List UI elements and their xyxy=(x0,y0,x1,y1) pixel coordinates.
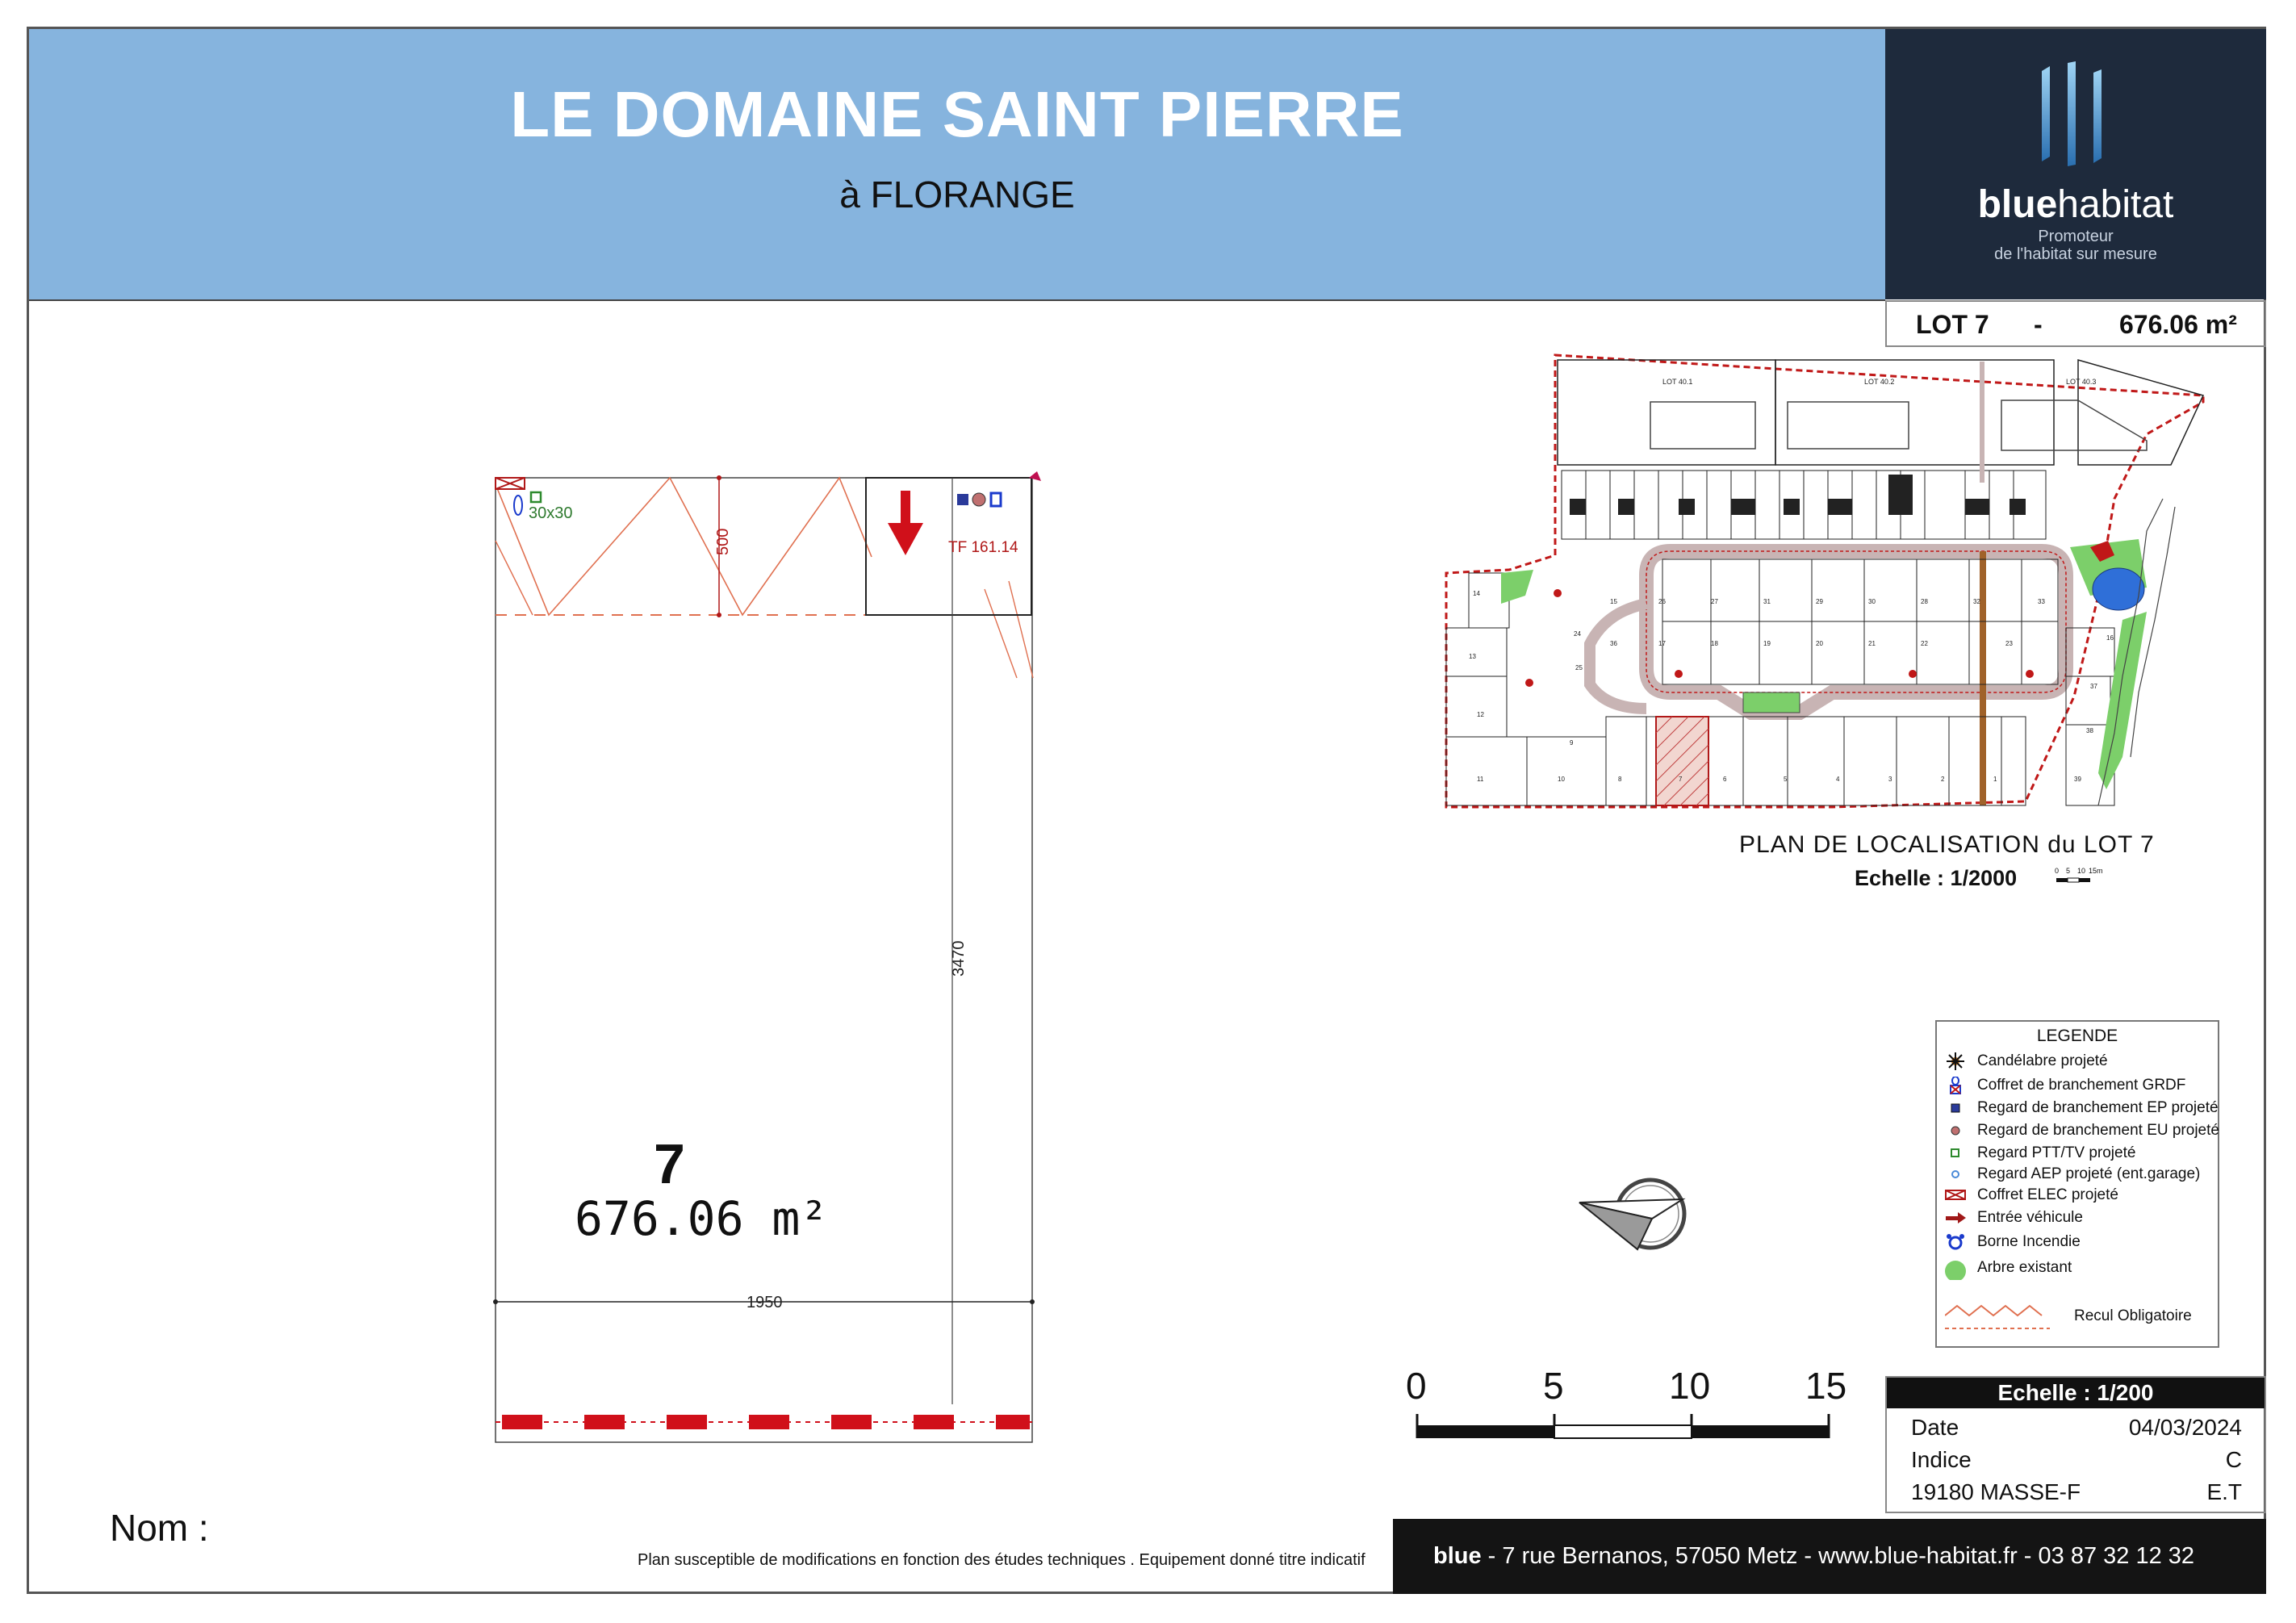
svg-text:14: 14 xyxy=(1473,590,1480,597)
svg-text:28: 28 xyxy=(1921,598,1928,605)
setback-zigzag xyxy=(496,478,872,615)
svg-text:38: 38 xyxy=(2086,727,2093,734)
svg-text:24: 24 xyxy=(1574,630,1581,638)
scale-tick-5: 5 xyxy=(1543,1365,1564,1407)
svg-text:15: 15 xyxy=(1610,598,1617,605)
setback-dimension: 500 xyxy=(714,528,732,555)
svg-text:22: 22 xyxy=(1921,640,1928,647)
svg-text:20: 20 xyxy=(1816,640,1823,647)
footer-contact-bar: blue - 7 rue Bernanos, 57050 Metz - www.blue-habitat.fr - 03 87 32 12 32 xyxy=(1393,1519,2266,1594)
svg-text:31: 31 xyxy=(1763,598,1771,605)
brand-name: bluehabitat xyxy=(1977,183,2174,226)
svg-text:13: 13 xyxy=(1469,653,1476,660)
page-title: LE DOMAINE SAINT PIERRE xyxy=(510,78,1404,150)
building-logo-icon xyxy=(2035,61,2116,174)
svg-text:6: 6 xyxy=(1723,776,1727,783)
svg-text:36: 36 xyxy=(1610,640,1617,647)
lot-summary-box xyxy=(1885,300,2266,347)
location-plan-scale: Echelle : 1/2000 xyxy=(1855,866,2018,890)
north-compass-icon xyxy=(1578,1169,1691,1262)
svg-text:19: 19 xyxy=(1763,640,1771,647)
tree-icon xyxy=(1945,1256,1966,1280)
svg-text:23: 23 xyxy=(2005,640,2013,647)
elec-box-icon xyxy=(496,478,525,489)
svg-text:5: 5 xyxy=(2066,867,2071,875)
mandatory-frontage-line xyxy=(502,1415,1030,1429)
lot-area-value: 676.06 m² xyxy=(2119,310,2237,339)
brand-logo-block xyxy=(1885,29,2266,299)
width-dimension: 1950 xyxy=(747,1294,783,1311)
svg-text:16: 16 xyxy=(2106,634,2114,642)
tf-label: TF 161.14 xyxy=(948,539,1018,556)
scale-tick-15: 15 xyxy=(1805,1365,1847,1407)
depth-dimension: 3470 xyxy=(950,940,968,977)
svg-text:3: 3 xyxy=(1888,776,1892,783)
svg-text:30: 30 xyxy=(1868,598,1876,605)
svg-text:33: 33 xyxy=(2038,598,2045,605)
elec-box-icon xyxy=(1945,1186,1966,1204)
location-plan-title: PLAN DE LOCALISATION du LOT 7 xyxy=(1739,831,2155,858)
svg-text:4: 4 xyxy=(1836,776,1840,783)
lot-40-3-label: LOT 40.3 xyxy=(2066,378,2097,386)
svg-text:0: 0 xyxy=(2055,867,2060,875)
svg-text:17: 17 xyxy=(1658,640,1666,647)
scale-tick-10: 10 xyxy=(1669,1365,1711,1407)
svg-text:2: 2 xyxy=(1941,776,1945,783)
header-banner xyxy=(29,29,1885,301)
eu-manhole-icon xyxy=(1945,1122,1966,1140)
svg-text:7: 7 xyxy=(1679,776,1683,783)
vehicle-entry-arrow-icon xyxy=(1945,1209,1966,1227)
svg-text:37: 37 xyxy=(2090,683,2097,690)
lot-number: 7 xyxy=(654,1132,685,1195)
indice-row: Indice C xyxy=(1911,1447,2242,1472)
svg-text:10: 10 xyxy=(2077,867,2086,875)
svg-text:29: 29 xyxy=(1816,598,1823,605)
svg-text:25: 25 xyxy=(1575,664,1583,671)
grdf-box-icon xyxy=(1945,1077,1966,1094)
vehicle-entry-arrow-icon xyxy=(888,491,923,555)
ptt-box-icon xyxy=(531,492,541,502)
svg-text:21: 21 xyxy=(1868,640,1876,647)
grdf-box-icon xyxy=(514,496,522,515)
name-field-label: Nom : xyxy=(110,1507,209,1549)
svg-text:26: 26 xyxy=(1658,598,1666,605)
disclaimer-text: Plan susceptible de modifications en fonction des études techniques . Equipement donné titre indicatif xyxy=(638,1551,1365,1569)
lot-7-highlight xyxy=(1656,717,1708,805)
reference-row: 19180 MASSE-F E.T xyxy=(1911,1479,2242,1504)
svg-text:32: 32 xyxy=(1973,598,1980,605)
drawing-scale: Echelle : 1/200 xyxy=(1887,1378,2265,1408)
location-plan-map xyxy=(1445,353,2219,818)
lot-dash: - xyxy=(2034,310,2043,339)
svg-text:15m: 15m xyxy=(2089,867,2103,875)
network-boxes-icon xyxy=(957,493,1001,506)
scale-tick-0: 0 xyxy=(1406,1365,1427,1407)
svg-text:39: 39 xyxy=(2074,776,2081,783)
legend-title: LEGENDE xyxy=(2036,1027,2118,1045)
lot-40-1-label: LOT 40.1 xyxy=(1662,378,1693,386)
svg-text:12: 12 xyxy=(1477,711,1484,718)
mini-scale-bar xyxy=(2051,864,2108,893)
candelabra-icon xyxy=(1945,1052,1966,1070)
fire-hydrant-icon xyxy=(1945,1233,1966,1251)
lot-40-2-label: LOT 40.2 xyxy=(1864,378,1895,386)
lot-area: 676.06 m² xyxy=(575,1191,829,1246)
svg-text:1: 1 xyxy=(1993,776,1997,783)
ptt-manhole-icon xyxy=(1945,1144,1966,1162)
aep-manhole-icon xyxy=(1945,1165,1966,1183)
svg-text:5: 5 xyxy=(1784,776,1788,783)
title-block xyxy=(1885,1376,2266,1513)
setback-line-icon xyxy=(1945,1299,2050,1332)
svg-text:10: 10 xyxy=(1558,776,1565,783)
page-subtitle: à FLORANGE xyxy=(839,174,1075,215)
svg-text:11: 11 xyxy=(1477,776,1484,783)
scale-bar xyxy=(1414,1414,1834,1446)
svg-text:9: 9 xyxy=(1570,739,1574,747)
svg-text:27: 27 xyxy=(1711,598,1718,605)
ep-manhole-icon xyxy=(1945,1099,1966,1117)
brand-tagline: Promoteur de l'habitat sur mesure xyxy=(1994,228,2157,263)
box-size-label: 30x30 xyxy=(529,504,573,522)
legend-panel: LEGENDE Candélabre projeté Coffret de branchement GRDF Regard de branchement EP projeté Regard de branchement EU projeté Regard PTT/TV projeté Regard AEP projeté (ent.garage) Coffret ELEC projeté Entrée véhicule Borne Incendie Arbre existant Recul Obligatoire xyxy=(1935,1020,2219,1348)
svg-text:8: 8 xyxy=(1618,776,1622,783)
date-row: Date 04/03/2024 xyxy=(1911,1415,2242,1440)
lot-label: LOT 7 xyxy=(1916,310,1989,339)
svg-text:18: 18 xyxy=(1711,640,1718,647)
lot-plan-drawing xyxy=(484,460,1065,1445)
